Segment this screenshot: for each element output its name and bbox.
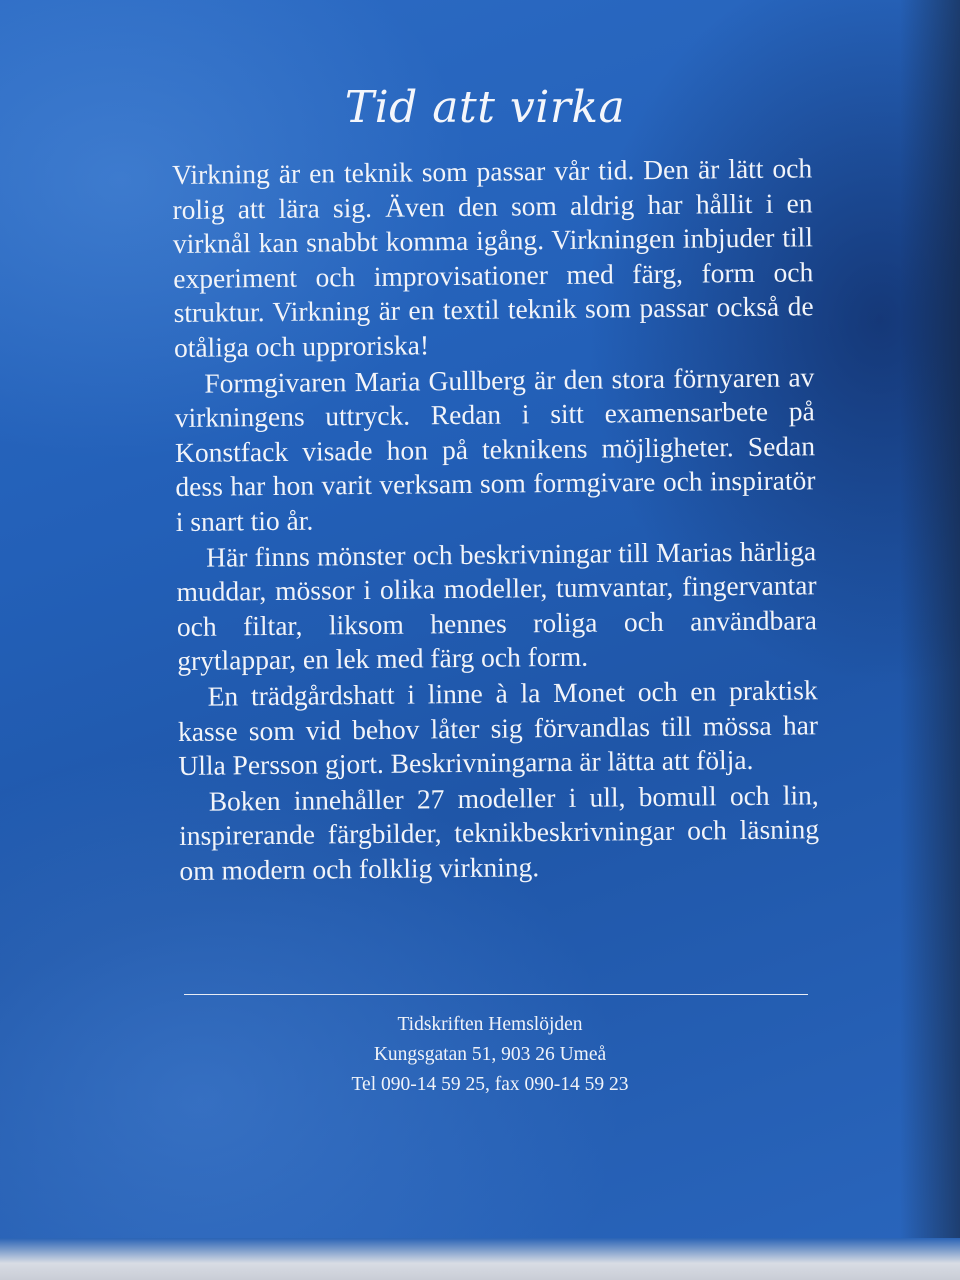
- cover-bottom-edge: [0, 1238, 960, 1280]
- publisher-address: Kungsgatan 51, 903 26 Umeå: [373, 1044, 607, 1065]
- blurb-paragraph-4: En trädgårdshatt i linne à la Monet och en praktisk kasse som vid behov låter sig förvandlas till mössa har Ulla Persson gjort. Beskrivningarna är lätta att följa.: [177, 674, 819, 782]
- blurb-paragraph-2: Formgivaren Maria Gullberg är den stora förnyaren av virkningens uttryck. Redan i sitt examensarbete på Konstfack visade hon på teknikens möjligheter. Sedan dess har hon varit verksam som formgivare och inspiratör i snart tio år.: [174, 360, 816, 537]
- publisher-imprint: [300, 1010, 680, 1100]
- blurb-paragraph-5: Boken innehåller 27 modeller i ull, bomull och lin, inspirerande färgbilder, teknikbeskrivningar och läsning om modern och folklig virkning.: [178, 778, 820, 886]
- blurb-paragraph-1: Virkning är en teknik som passar vår tid. Den är lätt och rolig att lära sig. Även den som aldrig har hållit i en virknål kan snabbt komma igång. Virkningen inbjuder till experiment och improvisationer med färg, form och struktur. Virkning är en textil teknik som passar också de otåliga och upproriska!: [172, 152, 814, 363]
- blurb-paragraph-3: Här finns mönster och beskrivningar till Marias härliga muddar, mössor i olika modeller, tumvantar, fingervantar och filtar, liksom hennes roliga och användbara grytlappar, en lek med färg och form.: [176, 534, 818, 677]
- publisher-contact: Tel 090-14 59 25, fax 090-14 59 23: [351, 1074, 629, 1095]
- blurb-text: [172, 151, 820, 888]
- divider-line: [184, 994, 808, 995]
- book-title: Tid att virka: [344, 82, 626, 133]
- publisher-name: Tidskriften Hemslöjden: [397, 1014, 583, 1035]
- page-edge-shadow: [900, 0, 960, 1280]
